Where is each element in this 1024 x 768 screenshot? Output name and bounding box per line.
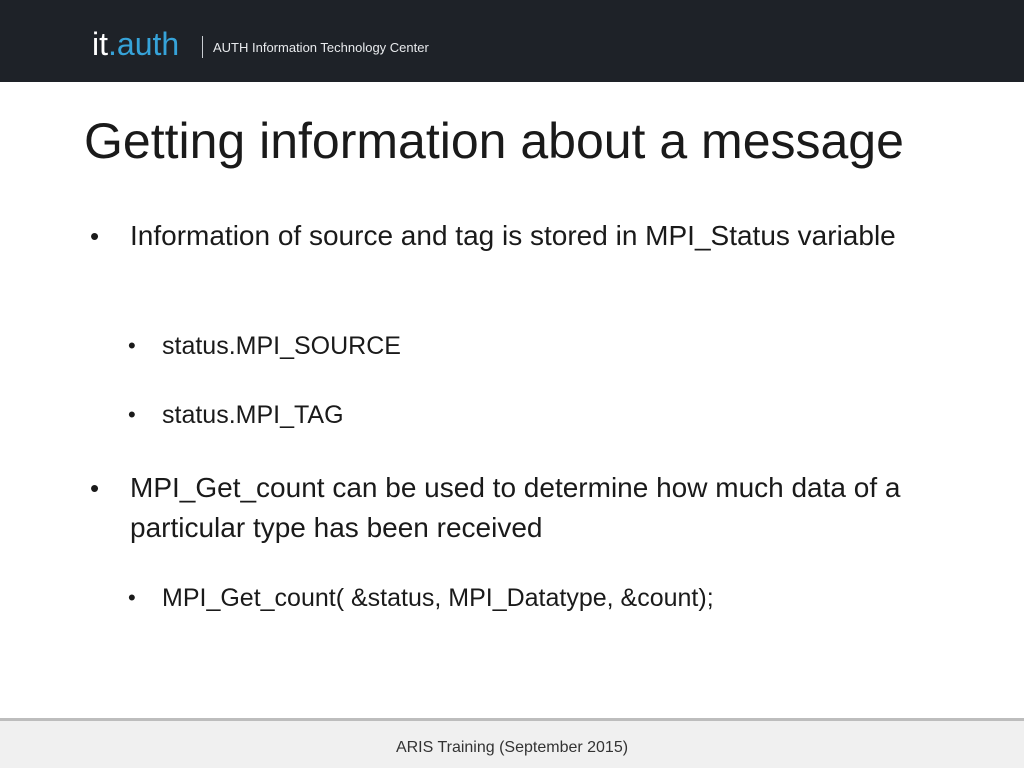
bullet-text: Information of source and tag is stored in MPI_Status variable — [130, 220, 896, 251]
bullet-text: status.MPI_TAG — [162, 401, 344, 429]
bullet-mark: • — [128, 402, 136, 427]
bullet-text: MPI_Get_count( &status, MPI_Datatype, &count); — [162, 584, 714, 612]
logo-it-text: it — [92, 26, 108, 62]
sub-bullet-item — [128, 582, 948, 614]
sub-bullet-item — [128, 330, 948, 362]
bullet-mark: • — [128, 585, 136, 610]
sub-bullet-item — [128, 399, 948, 431]
org-name: AUTH Information Technology Center — [213, 40, 429, 55]
logo-auth-text: auth — [116, 26, 180, 62]
bullet-mark: • — [90, 473, 100, 503]
logo-dot-text: . — [108, 26, 117, 62]
bullet-item — [90, 216, 950, 256]
bullet-item — [90, 468, 950, 548]
footer-text: ARIS Training (September 2015) — [395, 739, 629, 756]
slide-title: Getting information about a message — [84, 113, 904, 169]
bullet-mark: • — [128, 333, 136, 358]
footer-bar — [0, 718, 1024, 768]
bullet-text: MPI_Get_count can be used to determine how much data of a particular type has been received — [130, 472, 901, 543]
bullet-text: status.MPI_SOURCE — [162, 332, 401, 360]
bullet-mark: • — [90, 221, 100, 251]
